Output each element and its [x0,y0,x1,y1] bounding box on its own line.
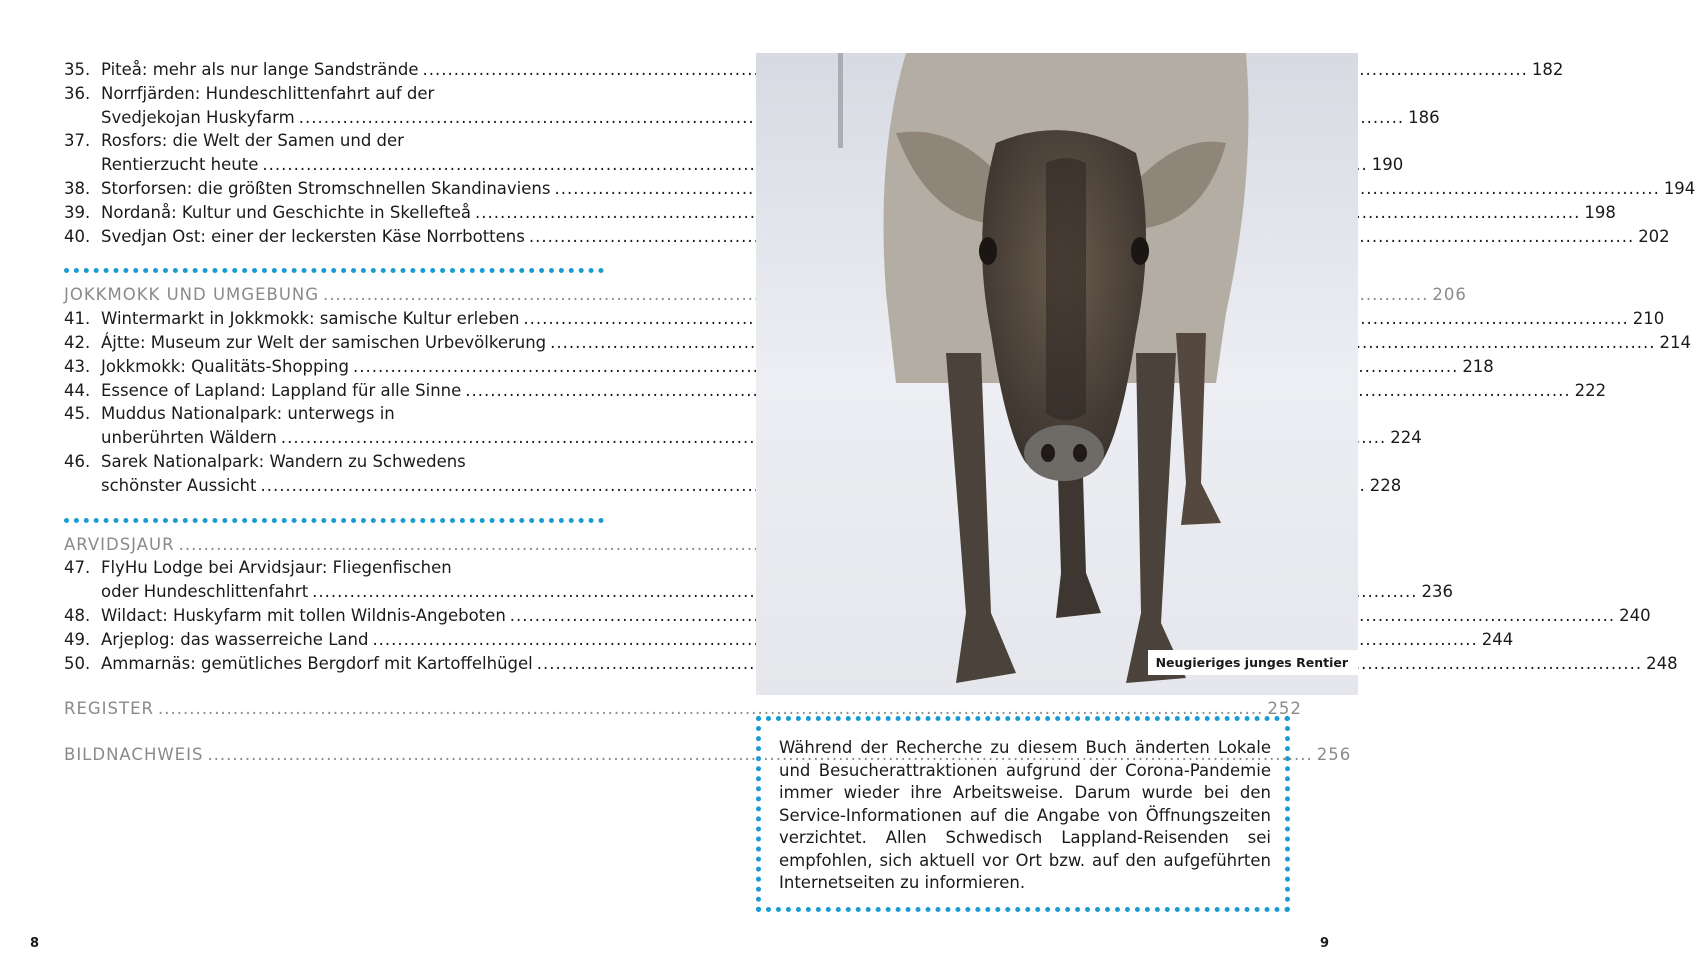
entry-title: Rosfors: die Welt der Samen und der [101,131,404,151]
notice-box [756,716,1290,912]
entry-title: Muddus Nationalpark: unterwegs in [101,404,395,424]
entry-number: 50. [64,653,91,673]
toc-group-2 [64,307,1691,497]
toc-group-1 [64,58,1695,248]
entry-title: Essence of Lapland: Lappland für alle Sinne [101,380,462,400]
entry-number: 45. [64,404,91,424]
entry-page: 248 [1646,653,1678,673]
section-title: JOKKMOKK UND UMGEBUNG [64,285,320,305]
section-title: ARVIDSJAUR [64,534,175,554]
toc-entry[interactable] [64,307,1665,331]
toc-entry[interactable] [64,225,1670,249]
entry-number: 48. [64,605,91,625]
entry-page: 240 [1619,605,1651,625]
toc-entry[interactable] [64,355,1494,379]
section-title: REGISTER [64,699,154,719]
entry-number: 38. [64,178,91,198]
entry-number: 43. [64,356,91,376]
entry-title: Ájtte: Museum zur Welt der samischen Urbevölkerung [101,332,547,352]
reindeer-illustration [756,53,1358,695]
section-page: 252 [1267,699,1302,719]
page-number-right: 9 [1320,936,1330,951]
entry-page: 244 [1481,629,1514,649]
entry-page: 214 [1659,332,1691,352]
toc-section-arvidsjaur[interactable] [64,533,604,557]
entry-page: 182 [1531,60,1564,79]
toc-entry[interactable] [64,379,1607,403]
entry-title: FlyHu Lodge bei Arvidsjaur: Fliegenfischen [101,558,452,578]
page-number-left: 8 [30,936,40,951]
entry-page: 218 [1462,356,1494,376]
section-title: BILDNACHWEIS [64,745,204,765]
entry-number: 36. [64,83,91,103]
toc-entry[interactable] [64,201,1616,225]
entry-number: 47. [64,558,91,578]
entry-number: 41. [64,309,91,329]
toc-section-register[interactable] [64,697,1302,721]
entry-title: Rentierzucht heute [101,155,259,175]
entry-page: 236 [1421,582,1454,602]
dotted-separator [64,518,604,523]
toc-section-jokkmokk[interactable] [64,283,1467,307]
entry-title: Wildact: Huskyfarm mit tollen Wildnis-Angeboten [101,605,506,625]
toc-section-bildnachweis[interactable] [64,743,1352,767]
entry-title: Svedjekojan Huskyfarm [101,107,295,127]
entry-number: 40. [64,226,91,246]
entry-number: 49. [64,629,91,649]
entry-title: Storforsen: die größten Stromschnellen Skandinaviens [101,178,551,198]
entry-number: 37. [64,131,91,151]
photo-caption: Neugieriges junges Rentier [1148,650,1358,675]
notice-text: Während der Recherche zu diesem Buch änderten Lokale und Besucherattraktionen aufgrund der Corona-Pandemie immer wieder ihre Arbeitsweise. Darum wurde bei den Service-Informationen auf die Angabe von Öffnungszeiten verzichtet. Allen Schwedisch Lappland-Reisenden sei empfohlen, sich aktuell vor Ort bzw. auf den aufgeführten Internetseiten zu informieren. [779,738,1271,892]
toc-entry[interactable] [64,58,1564,82]
entry-title: Sarek Nationalpark: Wandern zu Schwedens [101,451,466,471]
entry-page: 222 [1574,380,1607,400]
dotted-separator [64,268,604,273]
toc-entry[interactable] [64,556,604,580]
toc-entry-continuation[interactable] [64,426,1422,450]
toc-entry[interactable] [64,331,1691,355]
toc-entry-continuation[interactable] [64,580,1454,604]
entry-page: 186 [1408,107,1440,127]
entry-title: Norrfjärden: Hundeschlittenfahrt auf der [101,83,435,103]
entry-title: Svedjan Ost: einer der leckersten Käse Norrbottens [101,226,525,246]
entry-number: 46. [64,451,91,471]
toc-entry[interactable] [64,628,1514,652]
section-page: 256 [1316,745,1352,765]
entry-page: 198 [1584,202,1616,222]
entry-number: 35. [64,60,91,79]
entry-title: Wintermarkt in Jokkmokk: samische Kultur erleben [101,309,520,329]
entry-title: oder Hundeschlittenfahrt [101,582,309,602]
entry-page: 228 [1369,475,1402,495]
entry-page: 210 [1632,309,1665,329]
entry-title: unberührten Wäldern [101,428,277,448]
toc-entry[interactable] [64,177,1695,201]
toc-entry-continuation[interactable] [64,153,1404,177]
entry-number: 44. [64,380,91,400]
entry-number: 42. [64,332,91,352]
entry-page: 224 [1390,428,1422,448]
toc-entry[interactable] [64,604,1651,628]
entry-page: 194 [1663,178,1695,198]
entry-title: Nordanå: Kultur und Geschichte in Skellefteå [101,202,472,222]
entry-page: 202 [1638,226,1670,246]
entry-title: Arjeplog: das wasserreiche Land [101,629,369,649]
section-page: 206 [1432,285,1467,305]
reindeer-photo [756,53,1358,695]
entry-page: 190 [1371,155,1404,175]
entry-title: schönster Aussicht [101,475,257,495]
toc-entry[interactable] [64,129,604,153]
toc-entry[interactable] [64,402,604,426]
entry-title: Ammarnäs: gemütliches Bergdorf mit Kartoffelhügel [101,653,533,673]
toc-entry-continuation[interactable] [64,474,1402,498]
entry-title: Piteå: mehr als nur lange Sandstrände [101,60,419,79]
toc-entry-continuation[interactable] [64,106,1440,130]
entry-title: Jokkmokk: Qualitäts-Shopping [101,356,349,376]
entry-number: 39. [64,202,91,222]
toc-entry[interactable] [64,450,604,474]
toc-entry[interactable] [64,82,604,106]
